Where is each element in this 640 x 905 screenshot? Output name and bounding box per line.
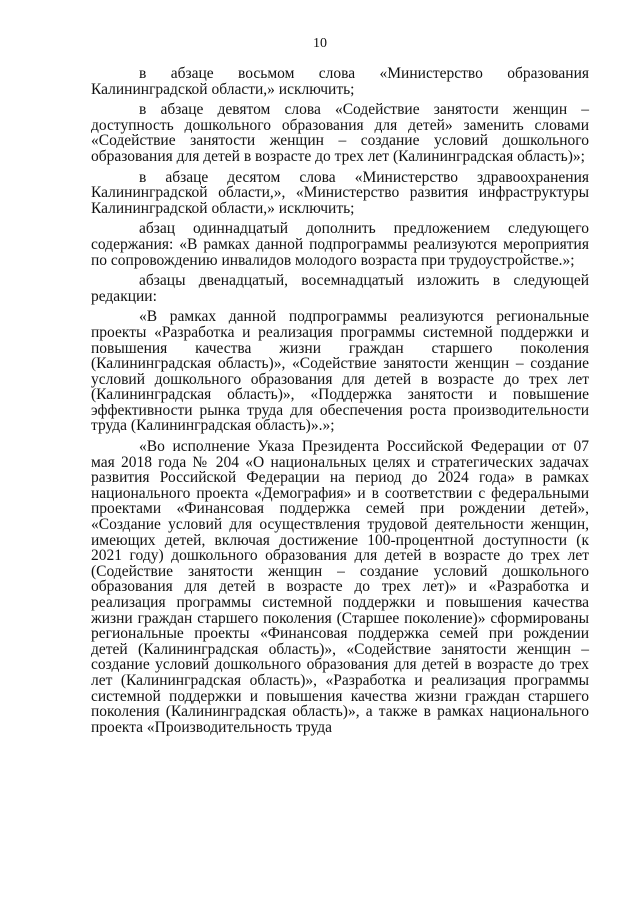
paragraph-7: «Во исполнение Указа Президента Российской Федерации от 07 мая 2018 года № 204 «О национальных целях и стратегических задачах развития Российской Федерации на период до 2024 года» в рамках национального проекта «Демография» и в соответствии с федеральными проектами «Финансовая поддержка семей при рождении детей», «Создание условий для осуществления трудовой деятельности женщин, имеющих детей, включая достижение 100-процентной доступности (к 2021 году) дошкольного образования для детей в возрасте до трех лет (Содействие занятости женщин – создание условий дошкольного образования для детей в возрасте до трех лет)» и «Разработка и реализация программы системной поддержки и повышения качества жизни граждан старшего поколения (Старшее поколение)» сформированы региональные проекты «Финансовая поддержка семей при рождении детей (Калининградская область)», «Содействие занятости женщин – создание условий дошкольного образования для детей в возрасте до трех лет (Калининградская область)», «Разработка и реализация программы системной поддержки и повышения качества жизни граждан старшего поколения (Калининградская область)», а также в рамках национального проекта «Производительность труда [91, 438, 589, 736]
paragraph-1: в абзаце восьмом слова «Министерство образования Калининградской области,» исключить; [91, 65, 589, 98]
paragraph-5: абзацы двенадцатый, восемнадцатый изложить в следующей редакции: [91, 272, 589, 305]
paragraph-2: в абзаце девятом слова «Содействие занятости женщин – доступность дошкольного образования для детей» заменить словами «Содействие занятости женщин – создание условий дошкольного образования для детей в возрасте до трех лет (Калининградская область)»; [91, 101, 589, 165]
paragraph-4: абзац одиннадцатый дополнить предложением следующего содержания: «В рамках данной подпрограммы реализуются мероприятия по сопровождению инвалидов молодого возраста при трудоустройстве.»; [91, 220, 589, 269]
body-text [91, 66, 589, 735]
page-number: 10 [313, 36, 327, 51]
paragraph-6: «В рамках данной подпрограммы реализуются региональные проекты «Разработка и реализация программы системной поддержки и повышения качества жизни граждан старшего поколения (Калининградская область)», «Содействие занятости женщин – создание условий дошкольного образования для детей в возрасте до трех лет (Калининградская область)», «Поддержка занятости и повышение эффективности рынка труда для обеспечения роста производительности труда (Калининградская область)».»; [91, 308, 589, 435]
paragraph-3: в абзаце десятом слова «Министерство здравоохранения Калининградской области,», «Министерство развития инфраструктуры Калининградской области,» исключить; [91, 168, 589, 217]
